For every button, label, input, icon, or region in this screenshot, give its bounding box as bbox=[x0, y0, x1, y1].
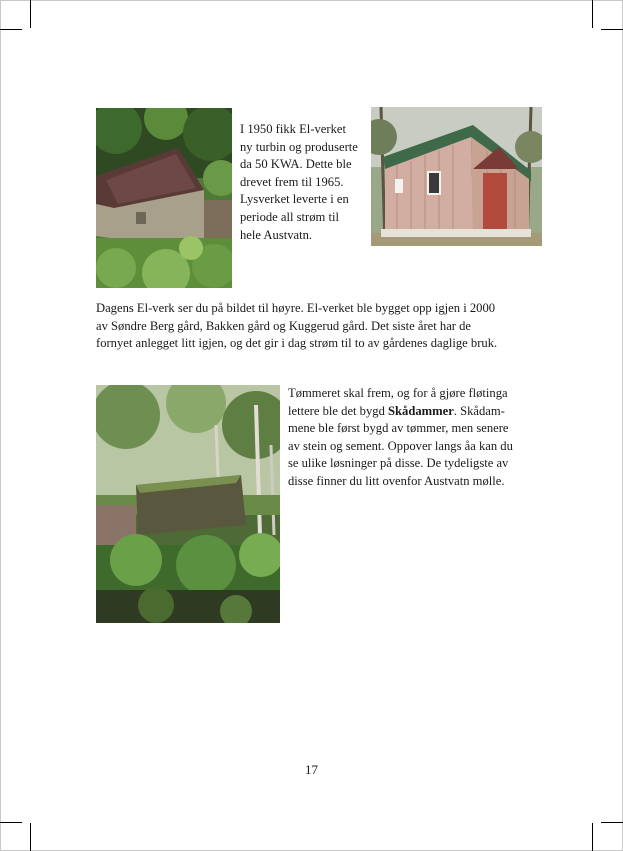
text-line: periode all strøm til bbox=[240, 209, 339, 224]
page-number: 17 bbox=[305, 762, 318, 777]
text-fragment: . Skådam- bbox=[453, 403, 505, 418]
crop-mark-bottom-right-h bbox=[601, 822, 623, 823]
text-block-el-verket-history bbox=[240, 121, 358, 244]
text-line: disse finner du litt ovenfor Austvatn mølle. bbox=[288, 473, 505, 488]
text-line: se ulike løsninger på disse. De tydeligste av bbox=[288, 456, 509, 471]
text-line: fornyet anlegget litt igjen, og det gir i dag strøm til to av gårdenes daglige bruk. bbox=[96, 336, 498, 351]
text-line: ny turbin og produserte bbox=[240, 139, 358, 154]
text-fragment: lettere ble det bygd bbox=[288, 403, 389, 418]
crop-mark-top-right-h bbox=[601, 29, 623, 30]
text-line-with-term bbox=[288, 403, 513, 421]
crop-mark-top-right bbox=[592, 0, 593, 28]
text-line: av stein og sement. Oppover langs åa kan du bbox=[288, 438, 513, 453]
text-line: I 1950 fikk El-verket bbox=[240, 122, 346, 136]
crop-mark-bottom-left-h bbox=[0, 822, 22, 823]
text-line: mene ble først bygd av tømmer, men senere bbox=[288, 421, 509, 436]
photo-todays-power-station bbox=[371, 107, 542, 246]
text-line: Lysverket leverte i en bbox=[240, 192, 349, 207]
text-line: Tømmeret skal frem, og for å gjøre fløtinga bbox=[288, 386, 508, 400]
crop-mark-top-left-h bbox=[0, 29, 22, 30]
text-line: Dagens El-verk ser du på bildet til høyre. El-verket ble bygget opp igjen i 2000 bbox=[96, 301, 496, 315]
text-line: hele Austvatn. bbox=[240, 227, 313, 242]
text-block-skadammer bbox=[288, 385, 513, 491]
text-line: da 50 KWA. Dette ble bbox=[240, 157, 352, 172]
crop-mark-bottom-left bbox=[30, 823, 31, 851]
text-line: drevet frem til 1965. bbox=[240, 174, 344, 189]
term-skadammer: Skådammer bbox=[388, 403, 454, 418]
crop-mark-bottom-right bbox=[592, 823, 593, 851]
text-block-dagens-el-verk bbox=[96, 300, 497, 353]
photo-old-power-station bbox=[96, 108, 232, 288]
photo-skadam bbox=[96, 385, 280, 623]
crop-mark-top-left bbox=[30, 0, 31, 28]
text-line: av Søndre Berg gård, Bakken gård og Kuggerud gård. Det siste året har de bbox=[96, 318, 472, 333]
